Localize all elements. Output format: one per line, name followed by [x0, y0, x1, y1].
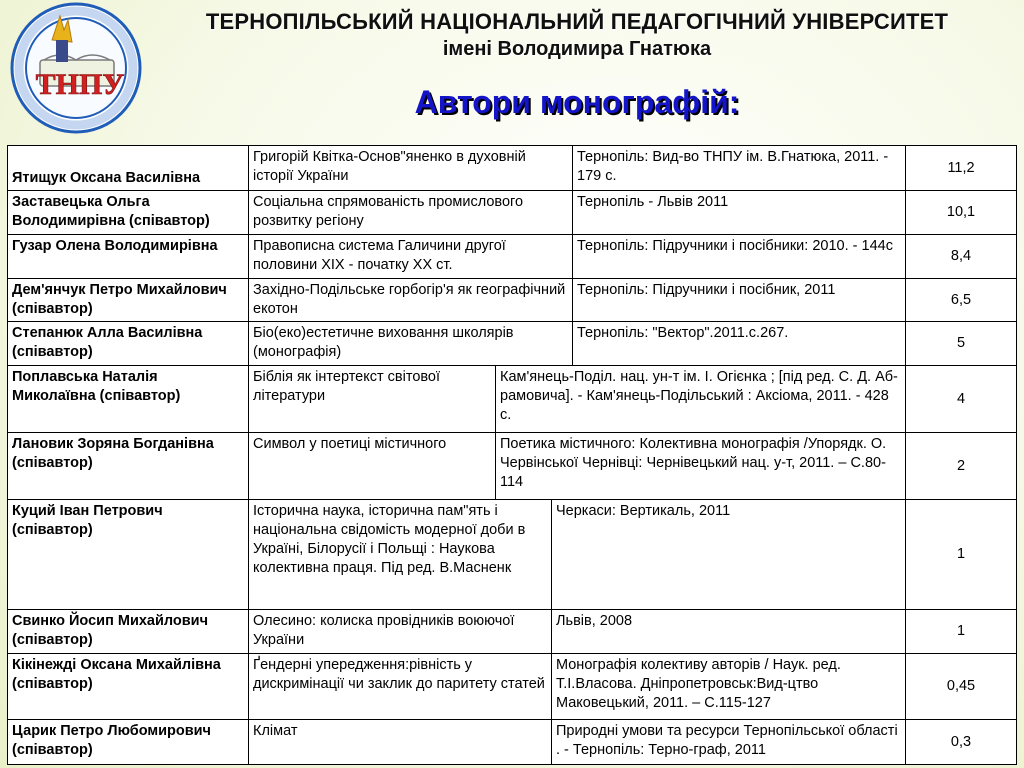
title-cell: Олесино: колиска провідників воюючої України: [249, 610, 552, 654]
logo-text: ТНПУ: [35, 68, 125, 101]
table-row: [8, 654, 1017, 720]
publication-cell: Тернопіль: "Вектор".2011.с.267.: [573, 322, 906, 366]
author-cell: Гузар Олена Володимирівна: [8, 235, 249, 279]
title-cell: Історична наука, історична пам"ять і національна свідомість модерної доби в Україні, Білорусії і Польщі : Наукова колективна праця. Під ред. В.Масненк: [249, 500, 552, 610]
table-row: [8, 146, 1017, 191]
slide-title: Автори монографій:: [414, 84, 740, 120]
title-cell: Символ у поетиці містичного: [249, 433, 496, 500]
score-cell: 5: [906, 322, 1017, 366]
title-cell: Західно-Подільське горбогір'я як географічний екотон: [249, 279, 573, 322]
score-cell: 1: [906, 500, 1017, 610]
author-cell: Царик Петро Любомирович (співавтор): [8, 720, 249, 765]
publication-cell: Тернопіль: Підручники і посібники: 2010. - 144с: [573, 235, 906, 279]
table-row: [8, 433, 1017, 500]
slide-header: [130, 8, 1024, 62]
publication-cell: Природні умови та ресурси Тернопільської області . - Тернопіль: Терно-граф, 2011: [552, 720, 906, 765]
table-row: [8, 235, 1017, 279]
score-cell: 11,2: [906, 146, 1017, 191]
title-cell: Соціальна спрямованість промислового розвитку регіону: [249, 191, 573, 235]
author-cell: Куций Іван Петрович (співавтор): [8, 500, 249, 610]
table-row: [8, 720, 1017, 765]
author-cell: Дем'янчук Петро Михайлович (співавтор): [8, 279, 249, 322]
title-cell: Ґендерні упередження:рівність у дискримінації чи заклик до паритету статей: [249, 654, 552, 720]
author-cell: Степанюк Алла Василівна (співавтор): [8, 322, 249, 366]
table-row: [8, 322, 1017, 366]
publication-cell: Монографія колективу авторів / Наук. ред. Т.І.Власова. Дніпропетровськ:Вид-цтво Маковецький, 2011. – С.115-127: [552, 654, 906, 720]
publication-cell: Кам'янець-Поділ. нац. ун-т ім. І. Огієнка ; [під ред. С. Д. Аб-рамовича]. - Кам'янець-Подільський : Аксіома, 2011. - 428 с.: [496, 366, 906, 433]
table-row: [8, 366, 1017, 433]
author-cell: Лановик Зоряна Богданівна (співавтор): [8, 433, 249, 500]
author-cell: Свинко Йосип Михайлович (співавтор): [8, 610, 249, 654]
publication-cell: Львів, 2008: [552, 610, 906, 654]
publication-cell: Тернопіль: Вид-во ТНПУ ім. В.Гнатюка, 2011. - 179 с.: [573, 146, 906, 191]
publication-cell: Черкаси: Вертикаль, 2011: [552, 500, 906, 610]
score-cell: 10,1: [906, 191, 1017, 235]
author-cell: Ятищук Оксана Василівна: [8, 146, 249, 191]
title-cell: Правописна система Галичини другої половини ХІХ - початку ХХ ст.: [249, 235, 573, 279]
score-cell: 6,5: [906, 279, 1017, 322]
score-cell: 0,3: [906, 720, 1017, 765]
author-cell: Заставецька Ольга Володимирівна (співавтор): [8, 191, 249, 235]
table-row: [8, 610, 1017, 654]
university-subtitle: імені Володимира Гнатюка: [442, 38, 712, 60]
score-cell: 4: [906, 366, 1017, 433]
score-cell: 0,45: [906, 654, 1017, 720]
publication-cell: Поетика містичного: Колективна монографія /Упорядк. О. Червінської Чернівці: Чернівецький нац. у-т, 2011. – С.80-114: [496, 433, 906, 500]
title-cell: Біо(еко)естетичне виховання школярів (монографія): [249, 322, 573, 366]
table-row: [8, 191, 1017, 235]
author-cell: Поплавська Наталія Миколаївна (співавтор): [8, 366, 249, 433]
title-cell: Клімат: [249, 720, 552, 765]
table-row: [8, 500, 1017, 610]
publication-cell: Тернопіль - Львів 2011: [573, 191, 906, 235]
score-cell: 8,4: [906, 235, 1017, 279]
score-cell: 1: [906, 610, 1017, 654]
authors-table: [7, 145, 1017, 765]
title-cell: Біблія як інтертекст світової літератури: [249, 366, 496, 433]
table-row: [8, 279, 1017, 322]
publication-cell: Тернопіль: Підручники і посібник, 2011: [573, 279, 906, 322]
university-name: ТЕРНОПІЛЬСЬКИЙ НАЦІОНАЛЬНИЙ ПЕДАГОГІЧНИЙ УНІВЕРСИТЕТ: [205, 9, 949, 34]
score-cell: 2: [906, 433, 1017, 500]
author-cell: Кікінежді Оксана Михайлівна (співавтор): [8, 654, 249, 720]
title-cell: Григорій Квітка-Основ"яненко в духовній історії України: [249, 146, 573, 191]
